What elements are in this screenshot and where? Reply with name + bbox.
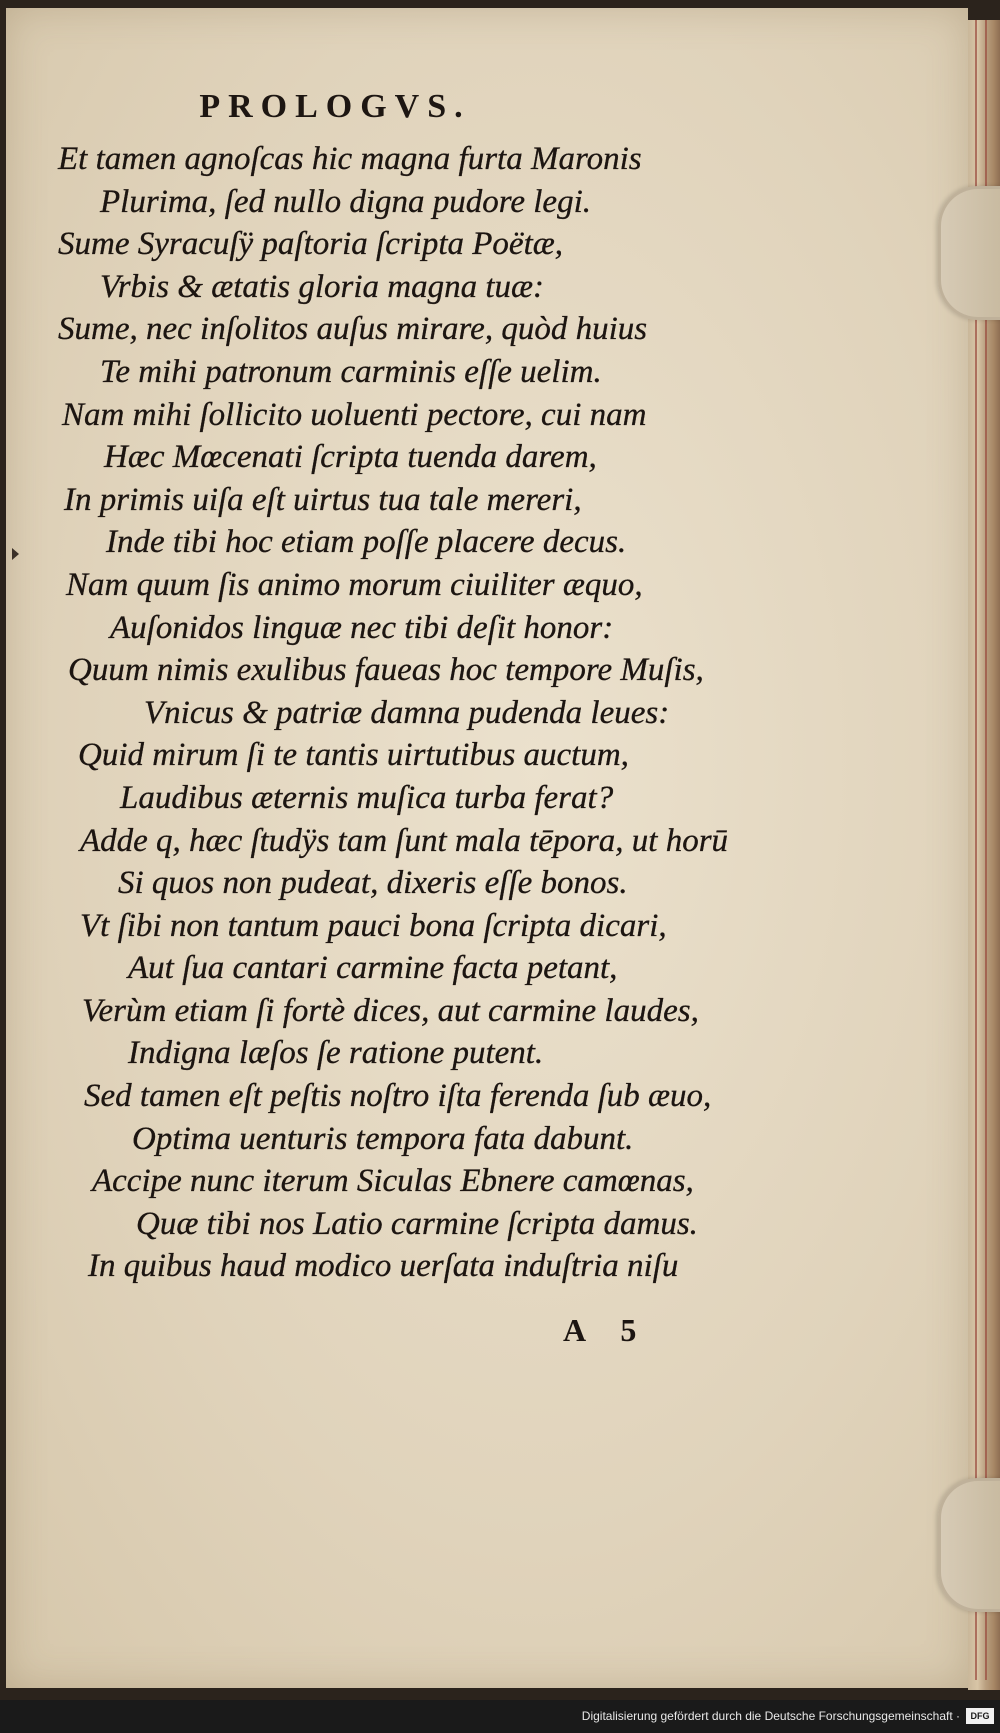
poem-text: [0, 138, 960, 1288]
poem-line: Vt ſibi non tantum pauci bona ſcripta dicari,: [80, 907, 667, 944]
poem-line: In quibus haud modico uerſata induſtria niſu: [88, 1248, 679, 1285]
poem-line: Adde q, hæc ſtudÿs tam ſunt mala tēpora, ut horū: [80, 822, 729, 859]
poem-line: Verùm etiam ſi fortè dices, aut carmine laudes,: [82, 992, 699, 1029]
poem-line: Inde tibi hoc etiam poſſe placere decus.: [106, 524, 627, 561]
funding-credit: Digitalisierung gefördert durch die Deutsche Forschungsgemeinschaft ·: [581, 1709, 960, 1723]
poem-line: Accipe nunc iterum Siculas Ebnere camœnas,: [92, 1163, 694, 1200]
poem-line: Et tamen agnoſcas hic magna furta Maronis: [58, 141, 642, 177]
poem-line: Auſonidos linguæ nec tibi deſit honor:: [110, 609, 614, 646]
poem-line: Nam quum ſis animo morum ciuiliter æquo,: [66, 566, 643, 603]
signature-mark: A 5: [563, 1312, 651, 1348]
poem-line: Laudibus æternis muſica turba ferat?: [120, 779, 614, 816]
poem-line: In primis uiſa eſt uirtus tua tale mereri,: [64, 481, 582, 518]
footer-bar: [0, 1700, 1000, 1733]
poem-line: Sume Syracuſÿ paſtoria ſcripta Poëtæ,: [58, 226, 564, 263]
poem-line: Nam mihi ſollicito uoluenti pectore, cui nam: [62, 396, 647, 433]
poem-line: Quid mirum ſi te tantis uirtutibus auctum,: [78, 737, 629, 774]
poem-line: Te mihi patronum carminis eſſe uelim.: [100, 353, 602, 390]
poem-line: Sed tamen eſt peſtis noſtro iſta ferenda ſub æuo,: [84, 1078, 712, 1115]
poem-line: Quæ tibi nos Latio carmine ſcripta damus.: [136, 1205, 698, 1242]
poem-line: Vrbis & ætatis gloria magna tuæ:: [100, 268, 545, 305]
poem-line: Vnicus & patriæ damna pudenda leues:: [144, 694, 670, 731]
poem-line: Quum nimis exulibus faueas hoc tempore Muſis,: [68, 652, 704, 689]
poem-line: Optima uenturis tempora fata dabunt.: [132, 1120, 634, 1157]
poem-line: Plurima, ſed nullo digna pudore legi.: [100, 183, 591, 220]
page-title: PROLOGVS.: [199, 88, 471, 125]
poem-line: Indigna læſos ſe ratione putent.: [128, 1035, 544, 1072]
poem-line: Aut ſua cantari carmine facta petant,: [128, 950, 618, 987]
dfg-logo: DFG: [966, 1708, 994, 1724]
poem-line: Sume, nec inſolitos auſus mirare, quòd huius: [58, 311, 648, 348]
poem-line: Si quos non pudeat, dixeris eſſe bonos.: [118, 865, 628, 902]
page-clip-bottom: [938, 1478, 1000, 1612]
poem-line: Hæc Mœcenati ſcripta tuenda darem,: [104, 439, 597, 476]
